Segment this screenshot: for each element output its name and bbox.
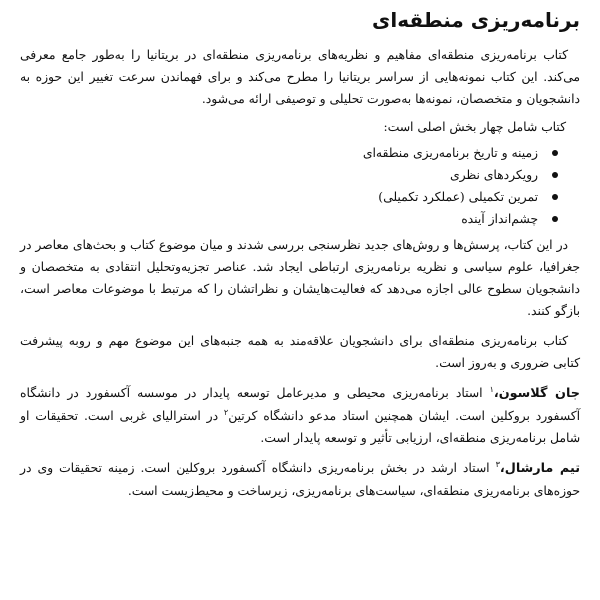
parts-intro: کتاب شامل چهار بخش اصلی است: xyxy=(383,120,566,134)
intro-paragraph: کتاب برنامه‌ریزی منطقه‌ای مفاهیم و نظریه‌های برنامه‌ریزی منطقه‌ای در بریتانیا را به‌طور جامع معرفی می‌کند. این کتاب نمونه‌هایی از سراسر بریتانیا را مطرح می‌کند و برای فهماندن سرعت تغییر این حوزه به دانشجویان و متخصصان، نمونه‌ها به‌صورت تحلیلی و توصیفی ارائه می‌شود. xyxy=(20,48,580,106)
author-bio-text: در استرالیای غربی است. تحقیقات او شامل برنامه‌ریزی منطقه‌ای، ارزیابی تأثیر و توسعه پایدار است. xyxy=(20,409,580,445)
author-name: تیم مارشال، xyxy=(499,461,580,476)
bullet-icon xyxy=(552,150,558,156)
list-item xyxy=(20,164,538,186)
list-item xyxy=(20,186,538,208)
list-item xyxy=(20,142,538,164)
footnote-marker: ۲ xyxy=(223,407,229,417)
footnote-marker: ۱ xyxy=(489,384,494,394)
footnote-marker: ۳ xyxy=(495,459,500,469)
author-bio-text: استاد برنامه‌ریزی محیطی و مدیرعامل توسعه پایدار در موسسه آکسفورد در دانشگاه آکسفورد بروکلین است. ایشان همچنین استاد مدعو دانشگاه کرتین xyxy=(20,386,580,423)
page-title: برنامه‌ریزی منطقه‌ای xyxy=(372,8,580,32)
parts-list xyxy=(20,142,580,230)
body-paragraph: در این کتاب، پرسش‌ها و روش‌های جدید نظرسنجی بررسی شدند و میان موضوع کتاب و بحث‌های معاصر در جغرافیا، علوم سیاسی و نظریه برنامه‌ریزی ارتباطی ایجاد شد. عناصر تجزیه‌وتحلیل انتقادی به متخصصان و دانشجویان سطوح عالی اجازه می‌دهد که فعالیت‌هایشان و نظراتشان را که مرتبط با موضوعات معاصر است، بازگو کنند. xyxy=(20,238,580,318)
audience-paragraph: کتاب برنامه‌ریزی منطقه‌ای برای دانشجویان علاقه‌مند به همه جنبه‌های این موضوع مهم و روبه پیشرفت کتابی ضروری و به‌روز است. xyxy=(20,334,580,370)
list-item-text: تمرین تکمیلی (عملکرد تکمیلی) xyxy=(378,190,538,204)
list-item xyxy=(20,208,538,230)
author-bio-text: استاد ارشد در بخش برنامه‌ریزی دانشگاه آکسفورد بروکلین است. زمینه تحقیقات وی در حوزه‌های برنامه‌ریزی منطقه‌ای، سیاست‌های برنامه‌ریزی، زیرساخت و محیط‌زیست است. xyxy=(20,461,580,498)
author-bio-1 xyxy=(20,382,580,449)
author-bio-2 xyxy=(20,457,580,502)
bullet-icon xyxy=(552,216,558,222)
list-item-text: زمینه و تاریخ برنامه‌ریزی منطقه‌ای xyxy=(362,146,538,160)
bullet-icon xyxy=(552,172,558,178)
list-item-text: رویکردهای نظری xyxy=(449,168,538,182)
list-item-text: چشم‌انداز آینده xyxy=(461,212,538,226)
bullet-icon xyxy=(552,194,558,200)
author-name: جان گلاسون، xyxy=(493,386,580,401)
